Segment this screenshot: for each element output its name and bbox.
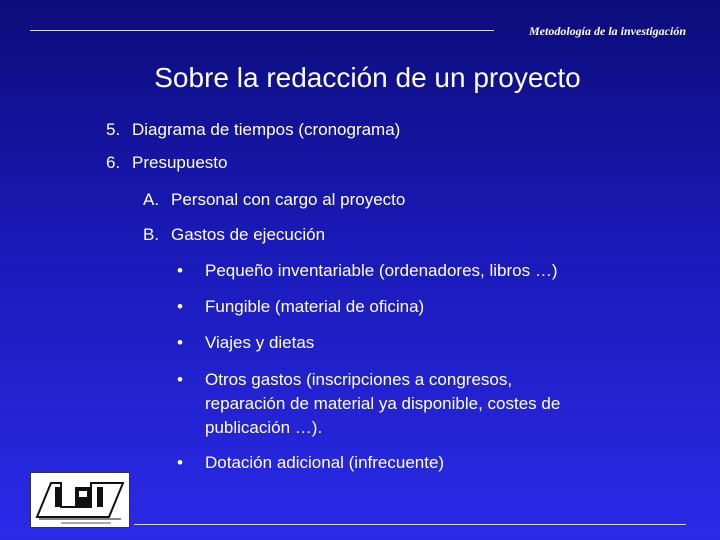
- item-number: 6.: [106, 153, 121, 172]
- item-number: 5.: [106, 120, 121, 139]
- bullet-item: [177, 451, 444, 475]
- sub-item: [143, 223, 325, 247]
- lpi-logo-graphic: [31, 473, 129, 527]
- bullet-symbol: •: [177, 297, 183, 316]
- bullet-symbol: •: [177, 370, 183, 389]
- bullet-item: [177, 295, 424, 319]
- sub-item-text: Personal con cargo al proyecto: [171, 190, 406, 209]
- bullet-item: [177, 331, 314, 355]
- bullet-item: [177, 259, 557, 283]
- list-item: [106, 151, 227, 175]
- bullet-text: Viajes y dietas: [205, 333, 315, 352]
- bullet-symbol: •: [177, 333, 183, 352]
- header-title: Metodología de la investigación: [529, 24, 686, 38]
- bullet-text: Pequeño inventariable (ordenadores, libros …): [205, 261, 558, 280]
- sub-item-letter: A.: [143, 190, 160, 209]
- bullet-text-line: reparación de material ya disponible, costes de: [205, 394, 561, 413]
- bullet-symbol: •: [177, 261, 183, 280]
- sub-item-text: Gastos de ejecución: [171, 225, 326, 244]
- footer-line: [134, 524, 686, 525]
- sub-item-letter: B.: [143, 225, 160, 244]
- sub-item: [143, 188, 405, 212]
- slide-title: Sobre la redacción de un proyecto: [154, 62, 581, 93]
- bullet-text: Dotación adicional (infrecuente): [205, 453, 445, 472]
- list-item: [106, 118, 400, 142]
- bullet-text-line: publicación …).: [205, 418, 323, 437]
- item-text: Diagrama de tiempos (cronograma): [132, 120, 401, 139]
- item-text: Presupuesto: [132, 153, 228, 172]
- bullet-text-line: Otros gastos (inscripciones a congresos,: [205, 370, 513, 389]
- bullet-text: Fungible (material de oficina): [205, 297, 425, 316]
- lpi-logo: [30, 472, 130, 528]
- bullet-symbol: •: [177, 453, 183, 472]
- header-line: [30, 30, 494, 31]
- bullet-item: [177, 368, 560, 440]
